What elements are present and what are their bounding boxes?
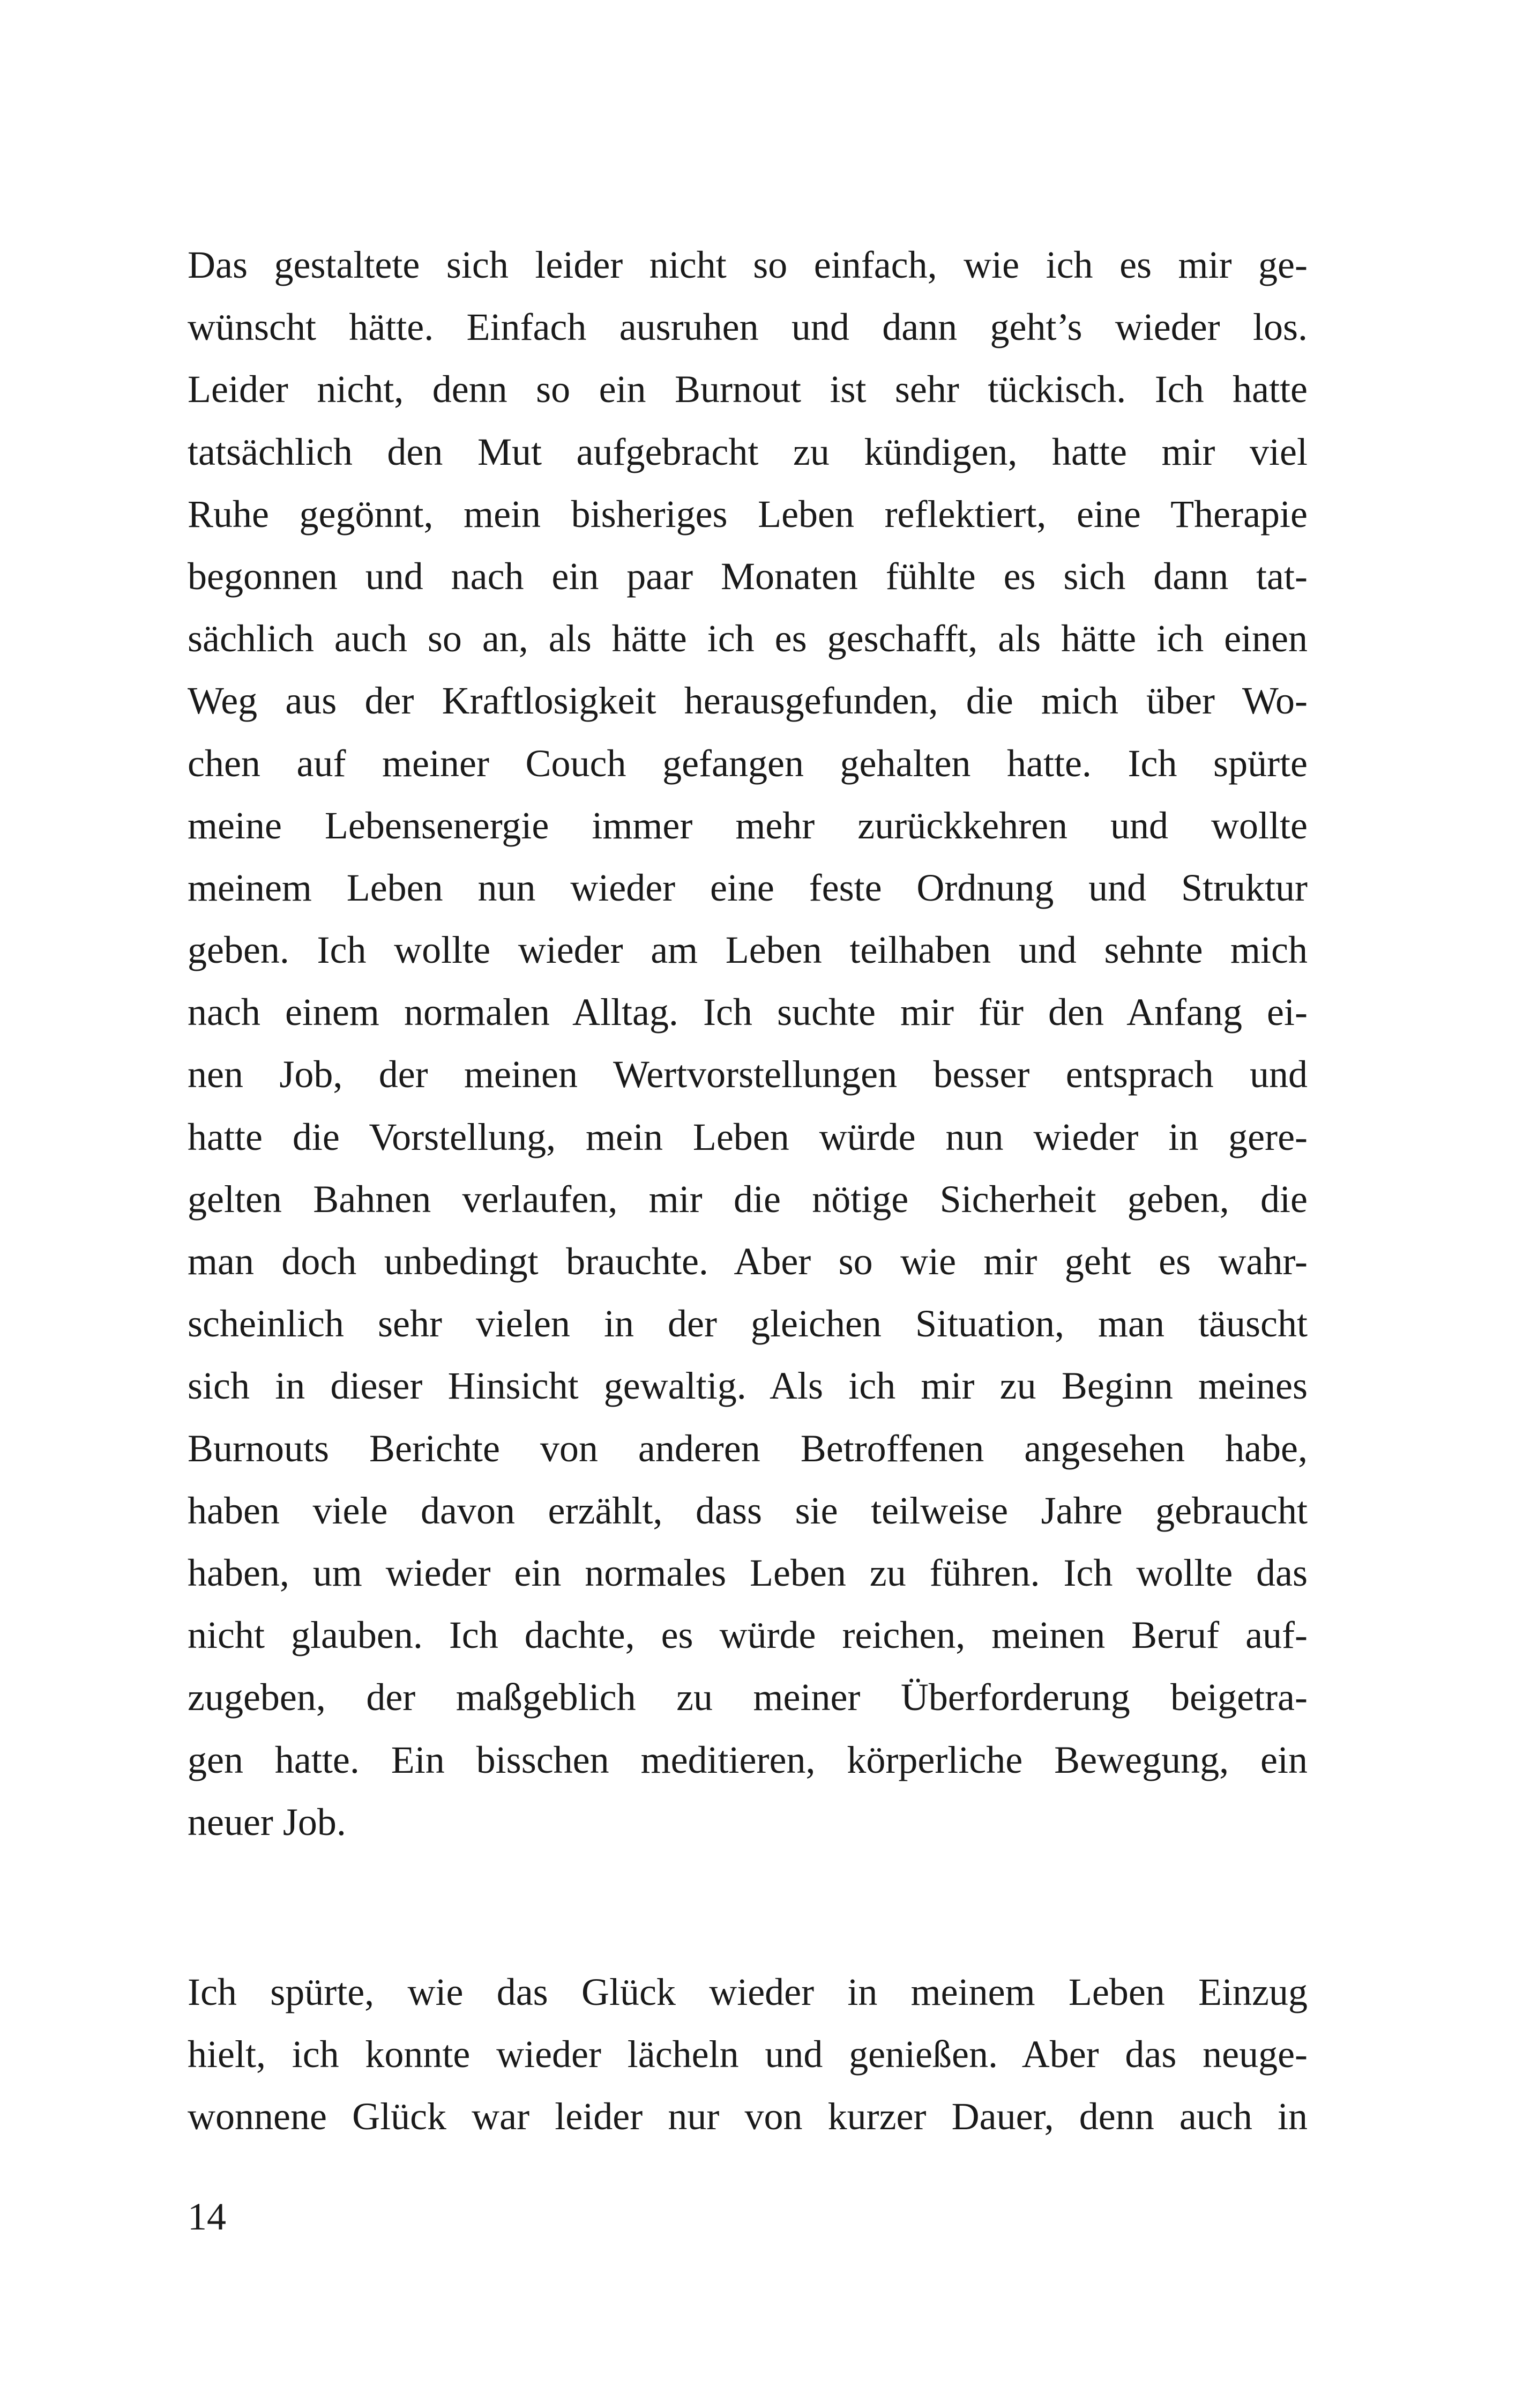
paragraph bbox=[188, 234, 1308, 1853]
paragraph bbox=[188, 1961, 1308, 2148]
text-line: geben. Ich wollte wieder am Leben teilhaben und sehnte mich bbox=[188, 928, 1308, 972]
text-line: sächlich auch so an, als hätte ich es geschafft, als hätte ich einen bbox=[188, 617, 1308, 660]
text-line: zugeben, der maßgeblich zu meiner Überforderung beigetra- bbox=[188, 1676, 1308, 1719]
text-line: meinem Leben nun wieder eine feste Ordnung und Struktur bbox=[188, 866, 1308, 909]
text-line: scheinlich sehr vielen in der gleichen Situation, man täuscht bbox=[188, 1302, 1308, 1346]
text-line: hielt, ich konnte wieder lächeln und genießen. Aber das neuge- bbox=[188, 2033, 1308, 2076]
text-line: begonnen und nach ein paar Monaten fühlte es sich dann tat- bbox=[188, 554, 1308, 598]
text-line: nicht glauben. Ich dachte, es würde reichen, meinen Beruf auf- bbox=[188, 1614, 1308, 1657]
text-line: Burnouts Berichte von anderen Betroffenen angesehen habe, bbox=[188, 1426, 1308, 1470]
text-line: chen auf meiner Couch gefangen gehalten hatte. Ich spürte bbox=[188, 741, 1308, 785]
text-line: tatsächlich den Mut aufgebracht zu kündigen, hatte mir viel bbox=[188, 430, 1308, 473]
text-line: Ruhe gegönnt, mein bisheriges Leben reflektiert, eine Therapie bbox=[188, 492, 1308, 536]
text-line: nen Job, der meinen Wertvorstellungen besser entsprach und bbox=[188, 1053, 1308, 1096]
text-line: hatte die Vorstellung, mein Leben würde nun wieder in gere- bbox=[188, 1115, 1308, 1158]
text-line: gelten Bahnen verlaufen, mir die nötige Sicherheit geben, die bbox=[188, 1177, 1308, 1221]
text-line: wünscht hätte. Einfach ausruhen und dann geht’s wieder los. bbox=[188, 306, 1308, 349]
text-line: sich in dieser Hinsicht gewaltig. Als ich mir zu Beginn meines bbox=[188, 1364, 1308, 1408]
text-line: meine Lebensenergie immer mehr zurückkehren und wollte bbox=[188, 804, 1308, 847]
text-line: haben, um wieder ein normales Leben zu führen. Ich wollte das bbox=[188, 1551, 1308, 1594]
text-line: gen hatte. Ein bisschen meditieren, körperliche Bewegung, ein bbox=[188, 1738, 1308, 1781]
text-line: haben viele davon erzählt, dass sie teilweise Jahre gebraucht bbox=[188, 1489, 1308, 1532]
text-line: Weg aus der Kraftlosigkeit herausgefunden, die mich über Wo- bbox=[188, 679, 1308, 723]
text-line: Leider nicht, denn so ein Burnout ist sehr tückisch. Ich hatte bbox=[188, 368, 1308, 411]
text-line: neuer Job. bbox=[188, 1800, 346, 1844]
page-number: 14 bbox=[188, 2195, 226, 2238]
text-line: Das gestaltete sich leider nicht so einfach, wie ich es mir ge- bbox=[188, 243, 1308, 286]
text-line: wonnene Glück war leider nur von kurzer Dauer, denn auch in bbox=[188, 2095, 1308, 2138]
text-line: Ich spürte, wie das Glück wieder in meinem Leben Einzug bbox=[188, 1971, 1308, 2013]
text-line: man doch unbedingt brauchte. Aber so wie mir geht es wahr- bbox=[188, 1240, 1308, 1283]
text-line: nach einem normalen Alltag. Ich suchte mir für den Anfang ei- bbox=[188, 991, 1308, 1034]
